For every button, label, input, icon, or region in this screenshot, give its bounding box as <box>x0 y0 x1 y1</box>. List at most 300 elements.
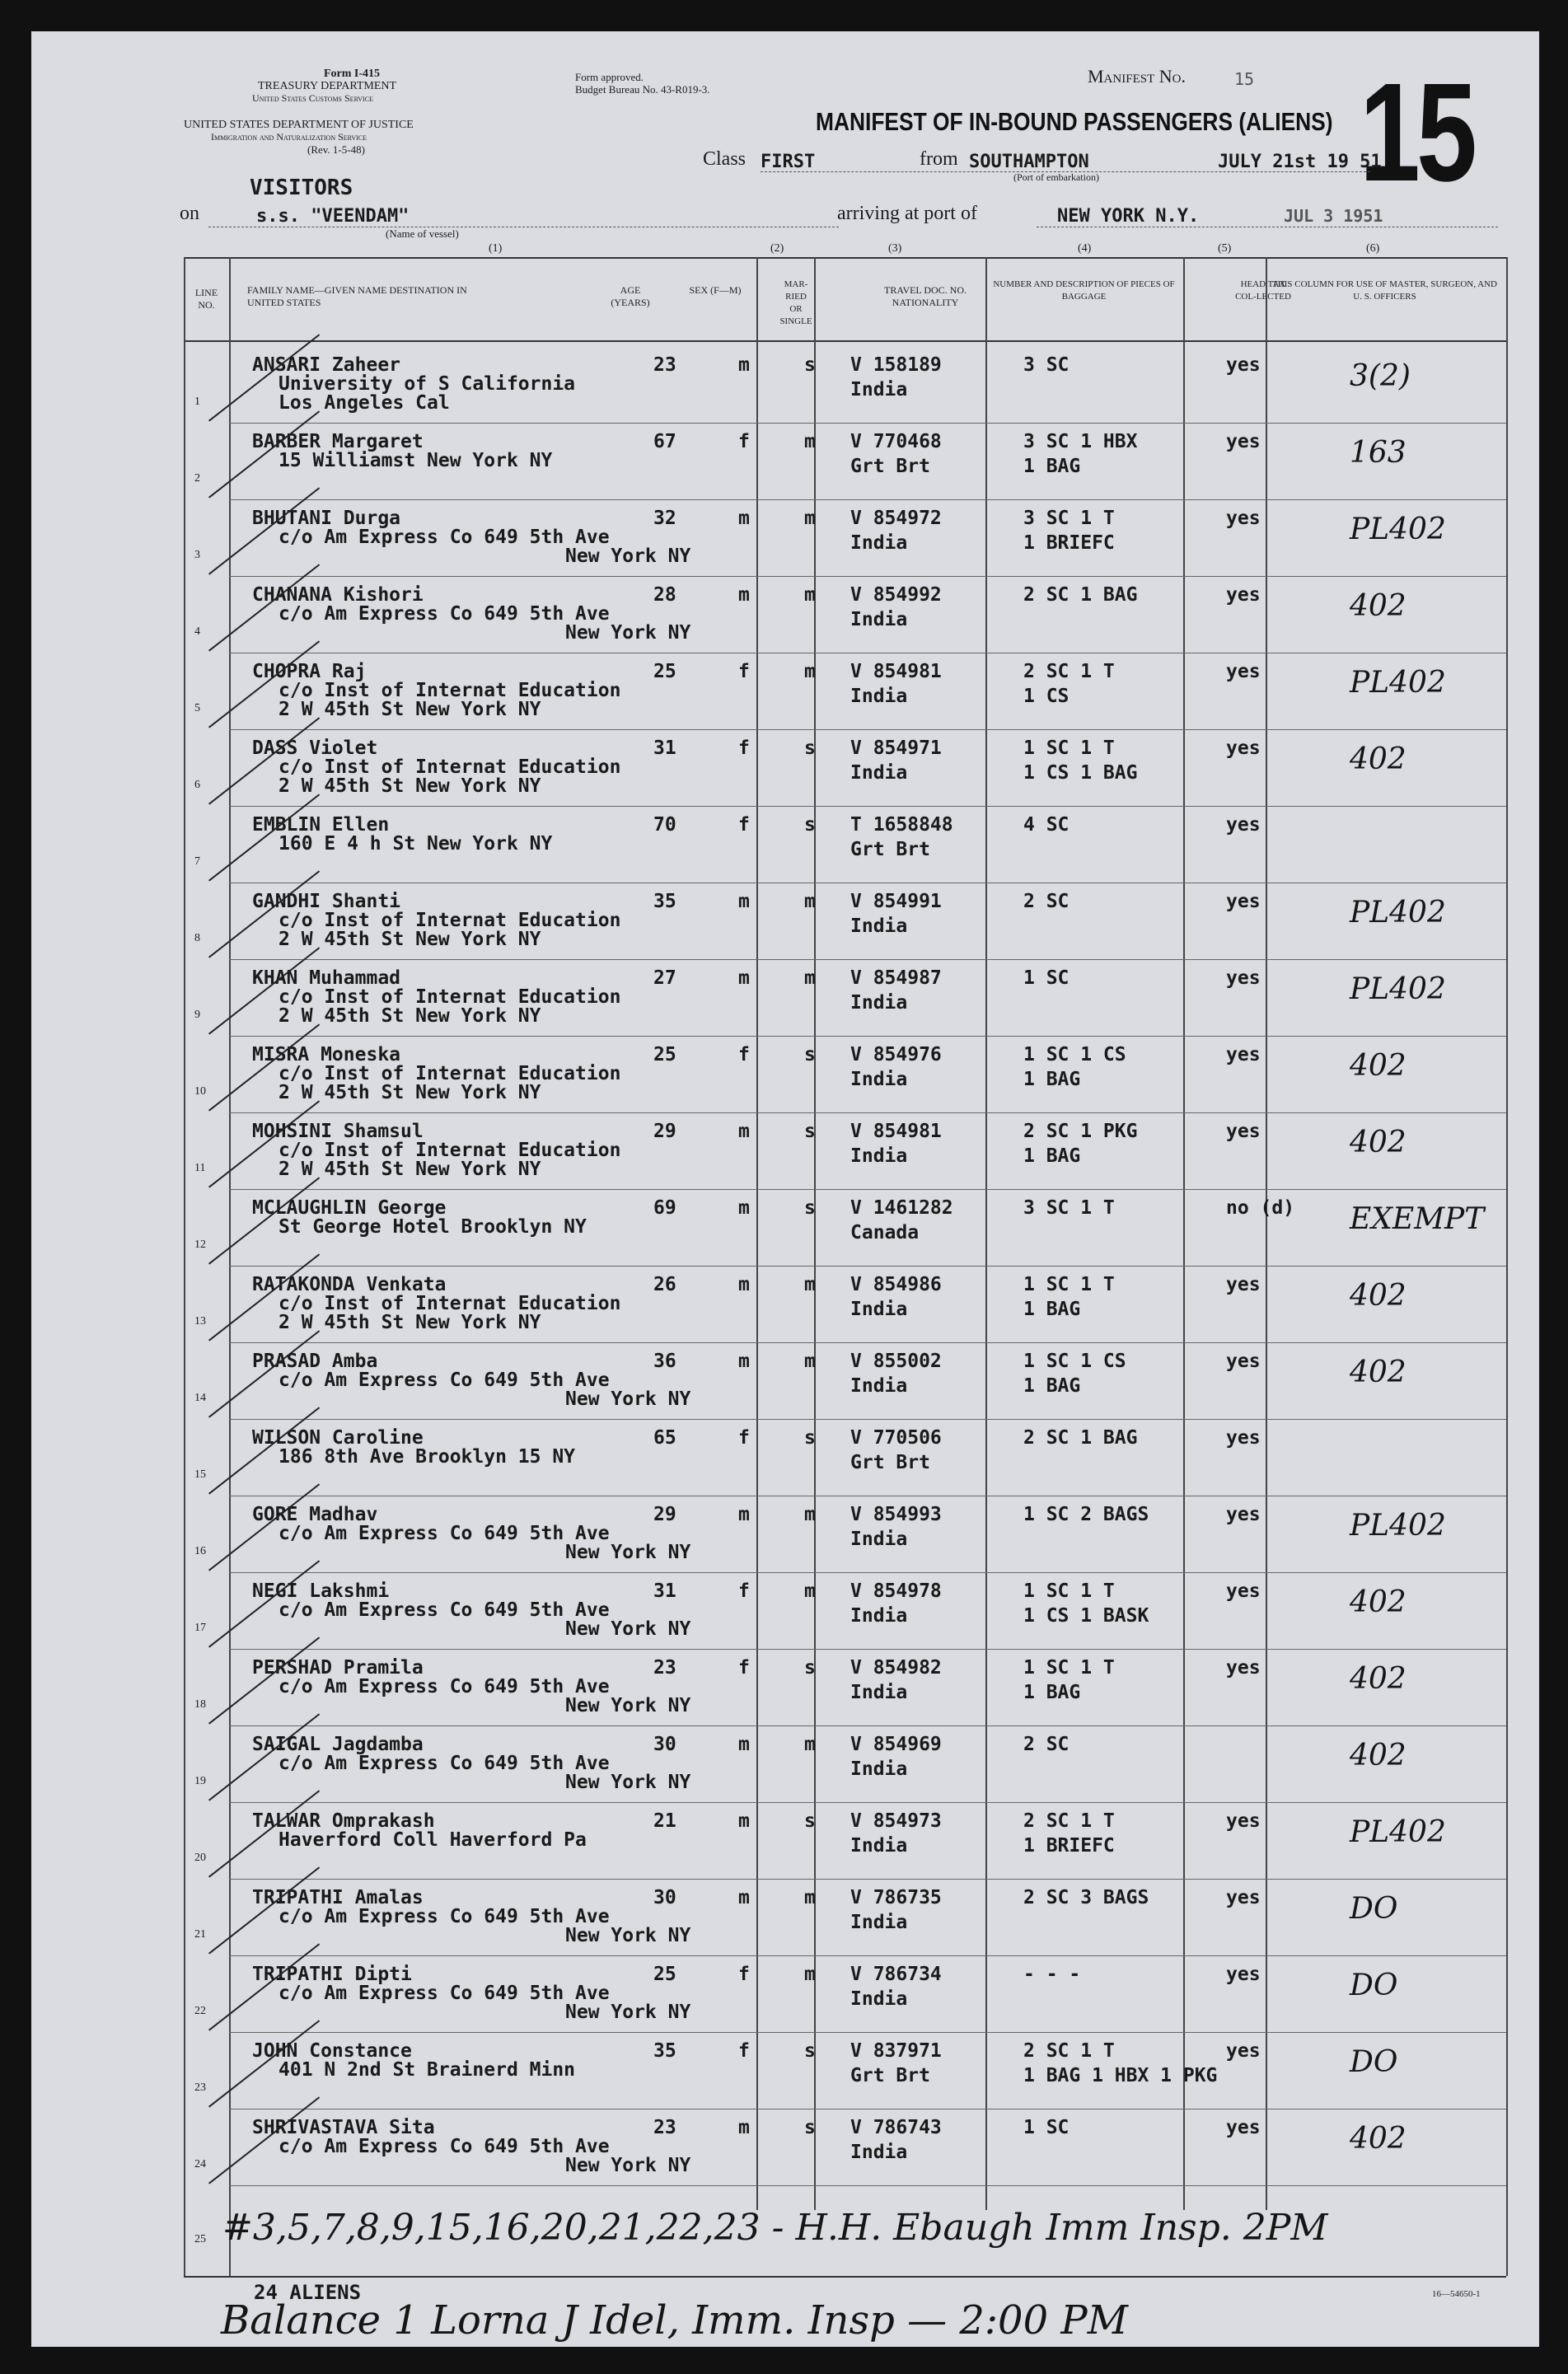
officer-note: DO <box>1350 2045 1398 2079</box>
class-value: FIRST <box>761 152 816 172</box>
underline <box>761 171 1370 172</box>
marital-status: s <box>804 737 816 759</box>
sex: m <box>738 1274 750 1295</box>
officer-note: DO <box>1350 1892 1398 1926</box>
arriving-label: arriving at port of <box>837 203 977 224</box>
head-tax: yes <box>1226 1044 1261 1065</box>
passenger-name: ANSARI Zaheer <box>252 354 401 376</box>
destination-line: 15 Williamst New York NY <box>278 450 553 471</box>
sex: f <box>738 1580 750 1602</box>
destination-line: 2 W 45th St New York NY <box>278 699 541 720</box>
age: 27 <box>653 967 676 989</box>
baggage: 3 SC 1 T <box>1023 1197 1115 1219</box>
destination-line: c/o Am Express Co 649 5th Ave <box>278 1523 610 1544</box>
age: 23 <box>653 2117 676 2138</box>
arrival-port: NEW YORK N.Y. <box>1057 206 1200 227</box>
head-tax: yes <box>1226 508 1261 529</box>
row-rule <box>229 1725 1506 1726</box>
officer-note: PL402 <box>1350 1815 1446 1849</box>
destination-line: c/o Am Express Co 649 5th Ave <box>278 1599 610 1621</box>
passenger-name: RATAKONDA Venkata <box>252 1274 447 1295</box>
travel-doc-no: V 854981 <box>850 1121 942 1142</box>
col-num: (5) <box>1218 242 1232 255</box>
line-number: 4 <box>194 625 200 638</box>
row-rule <box>229 576 1506 577</box>
head-tax: yes <box>1226 1121 1261 1142</box>
passenger-name: WILSON Caroline <box>252 1427 424 1449</box>
row-rule <box>229 2032 1506 2033</box>
destination-line: 401 N 2nd St Brainerd Minn <box>278 2059 576 2081</box>
baggage: 1 SC <box>1023 2117 1070 2138</box>
header-baggage: NUMBER AND DESCRIPTION OF PIECES OF BAGGAGE <box>993 279 1175 302</box>
sex: m <box>738 354 750 376</box>
head-tax: yes <box>1226 354 1261 376</box>
baggage: 1 SC <box>1023 967 1070 989</box>
row-rule <box>229 1649 1506 1650</box>
line-number: 17 <box>194 1622 206 1634</box>
nationality: India <box>850 1299 908 1320</box>
head-tax: yes <box>1226 814 1261 836</box>
head-tax: yes <box>1226 1504 1261 1525</box>
nationality: Canada <box>850 1222 920 1243</box>
header-head-tax: HEAD TAX COL-LECTED <box>1235 279 1291 302</box>
line-number: 9 <box>194 1009 200 1021</box>
passenger-name: TRIPATHI Dipti <box>252 1964 412 1985</box>
passenger-name: GANDHI Shanti <box>252 891 401 912</box>
row-rule <box>229 1342 1506 1343</box>
passenger-name: MCLAUGHLIN George <box>252 1197 447 1219</box>
col-divider <box>1266 257 1267 2210</box>
baggage: 2 SC 1 PKG <box>1023 1121 1138 1142</box>
destination-line: c/o Am Express Co 649 5th Ave <box>278 1983 610 2004</box>
port-embarkation: SOUTHAMPTON <box>969 152 1089 172</box>
header-line-no: LINE NO. <box>194 287 218 311</box>
nationality: India <box>850 1988 908 2010</box>
nationality: India <box>850 1069 908 1090</box>
baggage: 1 SC 1 T <box>1023 1274 1115 1295</box>
nationality: India <box>850 1758 908 1780</box>
baggage: - - - <box>1023 1964 1081 1985</box>
officer-note: PL402 <box>1350 513 1446 546</box>
officer-note: 402 <box>1350 1739 1407 1772</box>
passenger-name: BARBER Margaret <box>252 431 424 452</box>
age: 65 <box>653 1427 676 1449</box>
col-num: (6) <box>1366 242 1380 255</box>
sex: m <box>738 2117 750 2138</box>
passenger-name: TRIPATHI Amalas <box>252 1887 424 1908</box>
line-number: 23 <box>194 2081 206 2094</box>
age: 29 <box>653 1121 676 1142</box>
passenger-name: BHUTANI Durga <box>252 508 401 529</box>
baggage: 1 BAG <box>1023 1682 1081 1703</box>
passenger-name: SHRIVASTAVA Sita <box>252 2117 435 2138</box>
col-num: (1) <box>489 242 503 255</box>
row-rule <box>229 1189 1506 1190</box>
officer-note: 402 <box>1350 1585 1407 1619</box>
head-tax: yes <box>1226 661 1261 682</box>
line-number: 24 <box>194 2158 206 2170</box>
destination-line: New York NY <box>565 622 691 644</box>
travel-doc-no: V 854971 <box>850 737 942 759</box>
head-tax: yes <box>1226 1657 1261 1679</box>
sex: f <box>738 1964 750 1985</box>
header-married: MAR-RIED OR SINGLE <box>779 279 812 326</box>
arrival-date-stamp: JUL 3 1951 <box>1284 206 1383 226</box>
passenger-name: GORE Madhav <box>252 1504 378 1525</box>
destination-line: New York NY <box>565 546 691 567</box>
officer-note: 402 <box>1350 1279 1407 1313</box>
col-num: (2) <box>770 242 784 255</box>
nationality: India <box>850 1375 908 1397</box>
head-tax: yes <box>1226 1810 1261 1832</box>
baggage: 2 SC 1 T <box>1023 661 1115 682</box>
officer-note: 402 <box>1350 742 1407 776</box>
line-number: 6 <box>194 779 200 791</box>
travel-doc-no: V 854987 <box>850 967 942 989</box>
nationality: India <box>850 379 908 400</box>
baggage: 2 SC 1 T <box>1023 1810 1115 1832</box>
baggage: 1 BAG <box>1023 1069 1081 1090</box>
destination-line: c/o Inst of Internat Education <box>278 680 621 701</box>
row-rule <box>229 1955 1506 1956</box>
sex: f <box>738 1427 750 1449</box>
marital-status: s <box>804 1657 816 1679</box>
destination-line: New York NY <box>565 1388 691 1410</box>
header-sex: SEX (F—M) <box>689 284 742 296</box>
passenger-name: CHANANA Kishori <box>252 584 424 606</box>
row-rule <box>229 423 1506 424</box>
age: 26 <box>653 1274 676 1295</box>
baggage: 2 SC <box>1023 1734 1070 1755</box>
destination-line: c/o Inst of Internat Education <box>278 1140 621 1161</box>
age: 31 <box>653 1580 676 1602</box>
alien-count: 24 ALIENS <box>254 2281 362 2304</box>
manifest-page <box>31 31 1539 2347</box>
travel-doc-no: V 770506 <box>850 1427 942 1449</box>
col-divider <box>756 257 758 2210</box>
passenger-name: TALWAR Omprakash <box>252 1810 435 1832</box>
baggage: 1 SC 1 T <box>1023 1657 1115 1679</box>
destination-line: Los Angeles Cal <box>278 392 450 414</box>
travel-doc-no: V 854978 <box>850 1580 942 1602</box>
on-label: on <box>180 203 199 224</box>
head-tax: yes <box>1226 1274 1261 1295</box>
destination-line: 2 W 45th St New York NY <box>278 1159 541 1180</box>
travel-doc-no: V 854993 <box>850 1504 942 1525</box>
officer-note: 402 <box>1350 2122 1407 2156</box>
marital-status: s <box>804 1197 816 1219</box>
officer-note: EXEMPT <box>1350 1202 1485 1236</box>
line-number: 5 <box>194 702 200 714</box>
baggage: 2 SC 3 BAGS <box>1023 1887 1149 1908</box>
travel-doc-no: V 837971 <box>850 2040 942 2062</box>
nationality: India <box>850 762 908 784</box>
sex: f <box>738 1657 750 1679</box>
age: 35 <box>653 891 676 912</box>
head-tax: yes <box>1226 1887 1261 1908</box>
line-number: 16 <box>194 1545 206 1557</box>
nationality: India <box>850 915 908 937</box>
nationality: Grt Brt <box>850 2065 930 2086</box>
head-tax: no (d) <box>1226 1197 1295 1219</box>
baggage: 1 SC 1 CS <box>1023 1351 1126 1372</box>
marital-status: m <box>804 1734 816 1755</box>
destination-line: New York NY <box>565 1772 691 1793</box>
manifest-no-label: Manifest No. <box>1088 66 1186 87</box>
treasury-dept: TREASURY DEPARTMENT <box>258 80 397 92</box>
row-rule <box>229 959 1506 960</box>
travel-doc-no: V 855002 <box>850 1351 942 1372</box>
baggage: 1 BAG <box>1023 456 1081 477</box>
line-number: 10 <box>194 1085 206 1098</box>
handwritten-inspector-note: #3,5,7,8,9,15,16,20,21,22,23 - H.H. Ebaugh Imm Insp. 2PM <box>222 2207 1328 2249</box>
travel-doc-no: V 854972 <box>850 508 942 529</box>
sex: f <box>738 661 750 682</box>
head-tax: yes <box>1226 891 1261 912</box>
marital-status: m <box>804 661 816 682</box>
baggage: 1 SC 1 T <box>1023 737 1115 759</box>
age: 25 <box>653 661 676 682</box>
destination-line: 186 8th Ave Brooklyn 15 NY <box>278 1446 576 1468</box>
age: 28 <box>653 584 676 606</box>
age: 30 <box>653 1734 676 1755</box>
nationality: India <box>850 1835 908 1857</box>
big-manifest-number: 15 <box>1360 54 1474 211</box>
travel-doc-no: V 854991 <box>850 891 942 912</box>
sex: m <box>738 508 750 529</box>
destination-line: New York NY <box>565 1925 691 1946</box>
destination-line: 2 W 45th St New York NY <box>278 1312 541 1333</box>
marital-status: m <box>804 891 816 912</box>
baggage: 3 SC 1 HBX <box>1023 431 1138 452</box>
destination-line: c/o Am Express Co 649 5th Ave <box>278 1370 610 1391</box>
baggage: 1 SC 1 T <box>1023 1580 1115 1602</box>
head-tax: yes <box>1226 2117 1261 2138</box>
line-number: 15 <box>194 1468 206 1481</box>
destination-line: c/o Am Express Co 649 5th Ave <box>278 1676 610 1697</box>
baggage: 1 BRIEFC <box>1023 532 1115 554</box>
port-embark-label: (Port of embarkation) <box>1013 171 1099 183</box>
travel-doc-no: V 854976 <box>850 1044 942 1065</box>
col-num: (3) <box>888 242 902 255</box>
line-number: 2 <box>194 472 200 485</box>
baggage: 3 SC 1 T <box>1023 508 1115 529</box>
nationality: Grt Brt <box>850 1452 930 1473</box>
officer-note: 402 <box>1350 1049 1407 1083</box>
row-rule <box>229 729 1506 730</box>
sailing-date: JULY 21st 19 51 <box>1218 152 1382 172</box>
col-divider <box>229 257 231 2276</box>
nationality: Grt Brt <box>850 839 930 860</box>
header-bottom-rule <box>184 340 1506 342</box>
row-rule <box>229 1879 1506 1880</box>
destination-line: University of S California <box>278 373 576 395</box>
nationality: India <box>850 1529 908 1550</box>
line-number: 11 <box>194 1162 206 1174</box>
marital-status: m <box>804 967 816 989</box>
officer-note: PL402 <box>1350 896 1446 929</box>
baggage: 2 SC 1 BAG <box>1023 584 1138 606</box>
head-tax: yes <box>1226 431 1261 452</box>
head-tax: yes <box>1226 1351 1261 1372</box>
form-revision: (Rev. 1-5-48) <box>307 143 365 156</box>
nationality: Grt Brt <box>850 456 930 477</box>
passenger-name: KHAN Muhammad <box>252 967 401 989</box>
vessel-name: s.s. "VEENDAM" <box>256 206 410 227</box>
destination-line: c/o Am Express Co 649 5th Ave <box>278 527 610 548</box>
line-number: 25 <box>194 2233 206 2245</box>
line-number: 1 <box>194 396 200 408</box>
marital-status: s <box>804 2040 816 2062</box>
travel-doc-no: V 786734 <box>850 1964 942 1985</box>
table-top-rule <box>184 257 1506 259</box>
sex: f <box>738 814 750 836</box>
officer-note: PL402 <box>1350 972 1446 1006</box>
baggage: 1 SC 2 BAGS <box>1023 1504 1149 1525</box>
officer-note: PL402 <box>1350 1509 1446 1543</box>
marital-status: s <box>804 2117 816 2138</box>
marital-status: m <box>804 1580 816 1602</box>
passenger-name: MOHSINI Shamsul <box>252 1121 424 1142</box>
sex: m <box>738 1810 750 1832</box>
line-number: 22 <box>194 2005 206 2017</box>
baggage: 1 BAG <box>1023 1299 1081 1320</box>
row-rule <box>229 1419 1506 1420</box>
travel-doc-no: V 854986 <box>850 1274 942 1295</box>
sex: m <box>738 1504 750 1525</box>
nationality: India <box>850 609 908 630</box>
sex: f <box>738 431 750 452</box>
marital-status: m <box>804 1887 816 1908</box>
destination-line: c/o Inst of Internat Education <box>278 986 621 1008</box>
line-number: 7 <box>194 855 200 868</box>
class-label: Class <box>703 148 747 170</box>
age: 67 <box>653 431 676 452</box>
row-rule <box>229 1036 1506 1037</box>
officer-note: 163 <box>1350 436 1407 470</box>
form-number: Form I-415 <box>324 68 381 80</box>
header-travel-doc: TRAVEL DOC. NO. NATIONALITY <box>883 284 967 308</box>
budget-bureau: Budget Bureau No. 43-R019-3. <box>575 83 710 96</box>
baggage: 1 CS <box>1023 686 1070 707</box>
nationality: India <box>850 992 908 1014</box>
destination-line: Haverford Coll Haverford Pa <box>278 1829 587 1851</box>
travel-doc-no: V 854973 <box>850 1810 942 1832</box>
sex: m <box>738 1197 750 1219</box>
nationality: India <box>850 1682 908 1703</box>
nationality: India <box>850 1605 908 1627</box>
marital-status: s <box>804 814 816 836</box>
officer-note: 402 <box>1350 1662 1407 1696</box>
travel-doc-no: T 1658848 <box>850 814 953 836</box>
line-number: 21 <box>194 1928 206 1941</box>
baggage: 3 SC <box>1023 354 1070 376</box>
officer-note: PL402 <box>1350 666 1446 700</box>
travel-doc-no: V 854982 <box>850 1657 942 1679</box>
row-rule <box>229 806 1506 807</box>
head-tax: yes <box>1226 737 1261 759</box>
baggage: 1 SC 1 CS <box>1023 1044 1126 1065</box>
age: 29 <box>653 1504 676 1525</box>
sex: m <box>738 1887 750 1908</box>
marital-status: s <box>804 1810 816 1832</box>
marital-status: m <box>804 1351 816 1372</box>
row-rule <box>229 499 1506 500</box>
destination-line: c/o Am Express Co 649 5th Ave <box>278 1906 610 1927</box>
row-rule <box>229 2185 1506 2186</box>
destination-line: 2 W 45th St New York NY <box>278 775 541 797</box>
baggage: 1 BAG <box>1023 1375 1081 1397</box>
destination-line: c/o Am Express Co 649 5th Ave <box>278 1753 610 1774</box>
destination-line: c/o Inst of Internat Education <box>278 910 621 931</box>
row-rule <box>229 1266 1506 1267</box>
marital-status: m <box>804 1964 816 1985</box>
officer-note: DO <box>1350 1969 1398 2002</box>
age: 21 <box>653 1810 676 1832</box>
destination-line: 2 W 45th St New York NY <box>278 929 541 950</box>
destination-line: 2 W 45th St New York NY <box>278 1082 541 1103</box>
marital-status: m <box>804 431 816 452</box>
line-number: 18 <box>194 1698 206 1711</box>
marital-status: m <box>804 1274 816 1295</box>
passenger-name: DASS Violet <box>252 737 378 759</box>
table-bottom-rule <box>184 2276 1506 2278</box>
age: 36 <box>653 1351 676 1372</box>
col-divider <box>1183 257 1185 2210</box>
row-rule <box>229 1572 1506 1573</box>
baggage: 1 BAG 1 HBX 1 PKG <box>1023 2065 1218 2086</box>
sex: m <box>738 1734 750 1755</box>
age: 70 <box>653 814 676 836</box>
destination-line: New York NY <box>565 2155 691 2176</box>
destination-line: New York NY <box>565 1618 691 1640</box>
marital-status: s <box>804 354 816 376</box>
sex: f <box>738 737 750 759</box>
row-rule <box>229 1802 1506 1803</box>
marital-status: m <box>804 1504 816 1525</box>
nationality: India <box>850 2142 908 2163</box>
destination-line: 160 E 4 h St New York NY <box>278 833 553 855</box>
line-number: 8 <box>194 932 200 944</box>
line-number: 12 <box>194 1239 206 1251</box>
destination-line: c/o Inst of Internat Education <box>278 756 621 778</box>
destination-line: New York NY <box>565 1542 691 1563</box>
form-code: 16—54650-1 <box>1432 2289 1481 2299</box>
sex: m <box>738 1351 750 1372</box>
passenger-name: EMBLIN Ellen <box>252 814 390 836</box>
baggage: 1 CS 1 BASK <box>1023 1605 1149 1627</box>
head-tax: yes <box>1226 2040 1261 2062</box>
baggage: 2 SC <box>1023 891 1070 912</box>
marital-status: s <box>804 1427 816 1449</box>
nationality: India <box>850 532 908 554</box>
header-officers: THIS COLUMN FOR USE OF MASTER, SURGEON, AND U. S. OFFICERS <box>1272 279 1497 302</box>
vessel-name-label: (Name of vessel) <box>386 227 459 240</box>
travel-doc-no: V 854981 <box>850 661 942 682</box>
from-label: from <box>920 148 958 170</box>
officer-note: 3(2) <box>1350 359 1411 393</box>
sex: m <box>738 584 750 606</box>
age: 69 <box>653 1197 676 1219</box>
age: 23 <box>653 354 676 376</box>
age: 25 <box>653 1964 676 1985</box>
form-approved: Form approved. <box>575 71 644 83</box>
sex: m <box>738 1121 750 1142</box>
passenger-name: MISRA Moneska <box>252 1044 401 1065</box>
justice-dept: UNITED STATES DEPARTMENT OF JUSTICE <box>184 119 414 131</box>
passenger-name: JOHN Constance <box>252 2040 412 2062</box>
passenger-name: CHOPRA Raj <box>252 661 367 682</box>
